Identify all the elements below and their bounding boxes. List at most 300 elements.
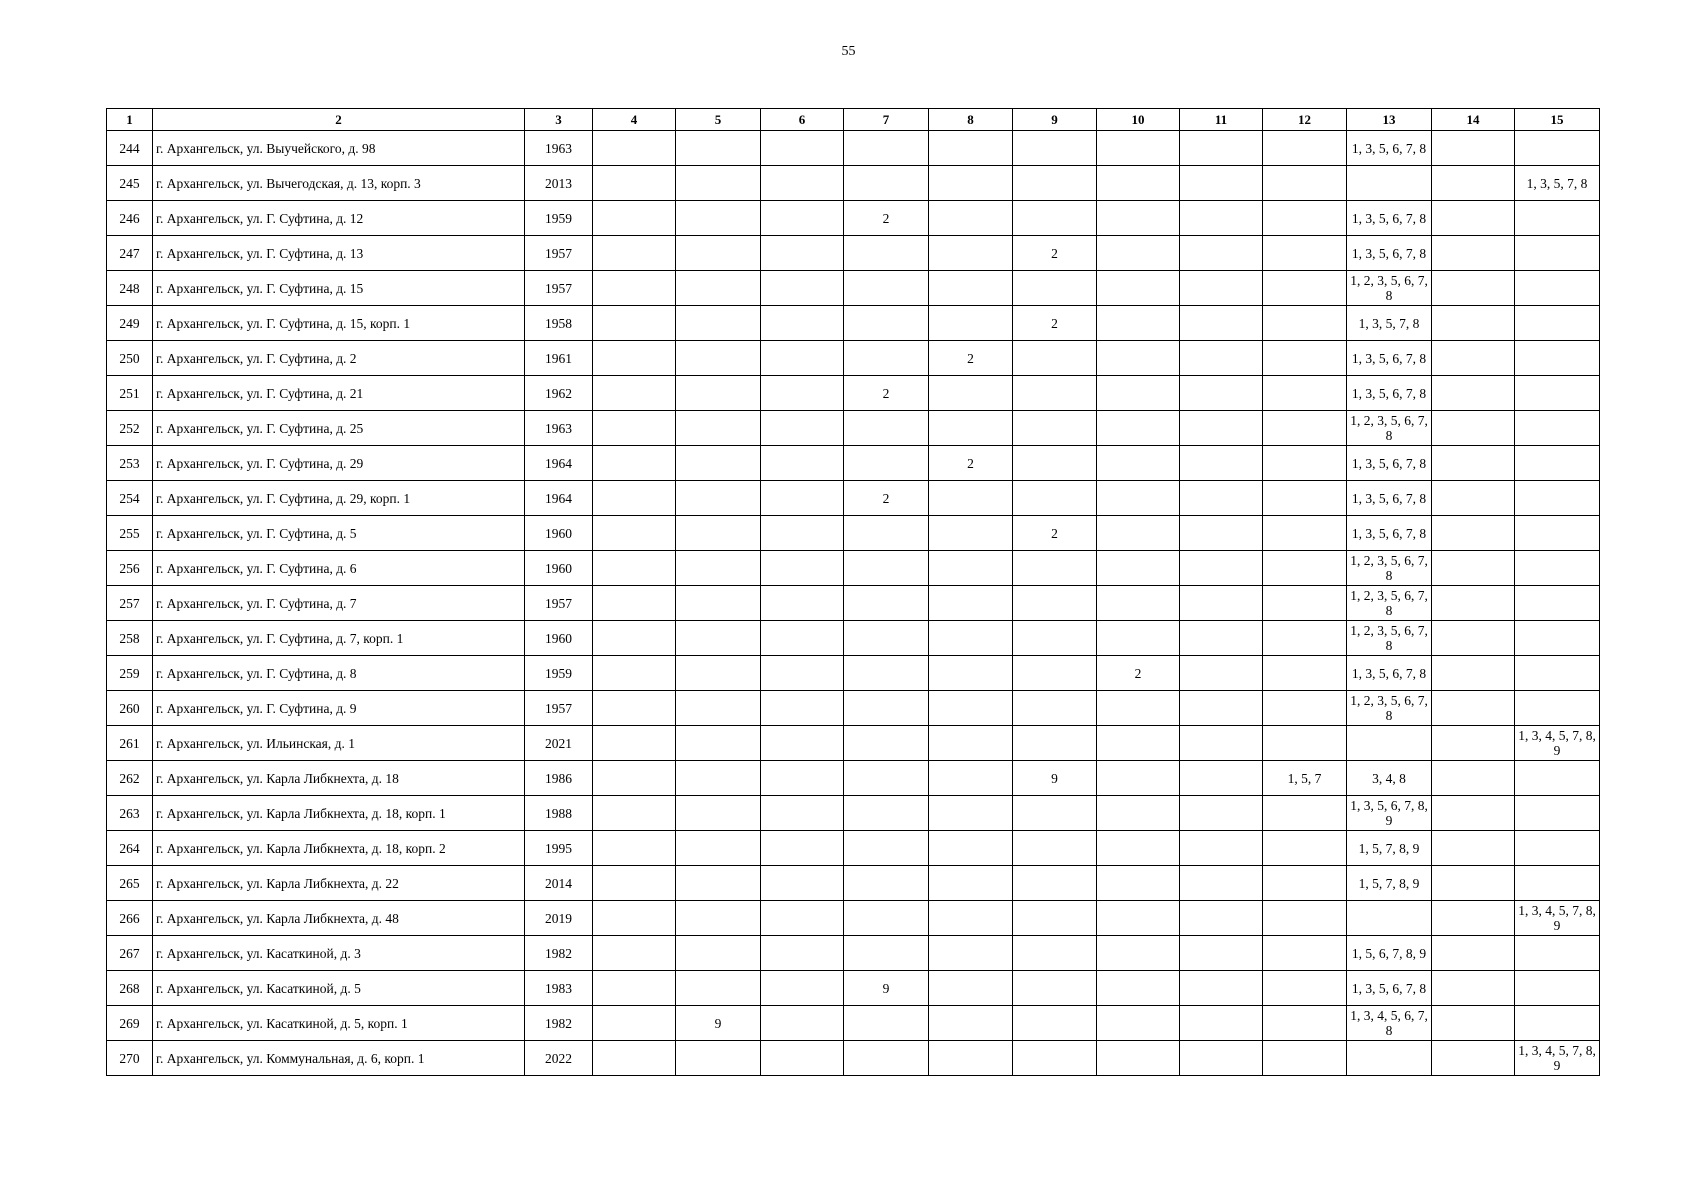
table-cell-col-8: 2 bbox=[929, 446, 1013, 481]
table-cell-col-12 bbox=[1263, 621, 1347, 656]
table-cell-col-14 bbox=[1432, 901, 1515, 936]
table-cell-col-4 bbox=[593, 691, 676, 726]
table-row bbox=[107, 936, 1600, 971]
table-cell-col-11 bbox=[1180, 271, 1263, 306]
column-header-12: 12 bbox=[1263, 109, 1347, 131]
table-cell-col-1: 250 bbox=[107, 341, 153, 376]
table-cell-col-8: 2 bbox=[929, 341, 1013, 376]
table-cell-col-6 bbox=[761, 831, 844, 866]
table-cell-col-4 bbox=[593, 271, 676, 306]
table-cell-col-9 bbox=[1013, 971, 1097, 1006]
table-cell-col-8 bbox=[929, 621, 1013, 656]
table-cell-col-7 bbox=[844, 306, 929, 341]
table-cell-col-4 bbox=[593, 551, 676, 586]
table-cell-col-6 bbox=[761, 271, 844, 306]
table-cell-col-13: 1, 3, 5, 6, 7, 8 bbox=[1347, 446, 1432, 481]
table-cell-col-1: 265 bbox=[107, 866, 153, 901]
table-cell-col-2: г. Архангельск, ул. Г. Суфтина, д. 21 bbox=[153, 376, 525, 411]
table-cell-col-14 bbox=[1432, 411, 1515, 446]
table-cell-col-9 bbox=[1013, 481, 1097, 516]
table-cell-col-8 bbox=[929, 131, 1013, 166]
table-cell-col-9 bbox=[1013, 271, 1097, 306]
table-row bbox=[107, 201, 1600, 236]
table-cell-col-13: 1, 2, 3, 5, 6, 7, 8 bbox=[1347, 691, 1432, 726]
table-cell-col-15 bbox=[1515, 621, 1600, 656]
table-cell-col-1: 270 bbox=[107, 1041, 153, 1076]
table-cell-col-5 bbox=[676, 236, 761, 271]
table-cell-col-3: 1986 bbox=[525, 761, 593, 796]
table-cell-col-8 bbox=[929, 306, 1013, 341]
table-cell-col-13: 1, 3, 5, 6, 7, 8 bbox=[1347, 341, 1432, 376]
table-cell-col-2: г. Архангельск, ул. Карла Либкнехта, д. 18 bbox=[153, 761, 525, 796]
table-cell-col-11 bbox=[1180, 376, 1263, 411]
table-cell-col-2: г. Архангельск, ул. Г. Суфтина, д. 13 bbox=[153, 236, 525, 271]
table-cell-col-8 bbox=[929, 586, 1013, 621]
table-cell-col-15 bbox=[1515, 796, 1600, 831]
table-cell-col-2: г. Архангельск, ул. Карла Либкнехта, д. 22 bbox=[153, 866, 525, 901]
table-cell-col-12: 1, 5, 7 bbox=[1263, 761, 1347, 796]
table-cell-col-1: 254 bbox=[107, 481, 153, 516]
table-cell-col-3: 1957 bbox=[525, 271, 593, 306]
table-cell-col-2: г. Архангельск, ул. Г. Суфтина, д. 8 bbox=[153, 656, 525, 691]
table-cell-col-15 bbox=[1515, 691, 1600, 726]
table-cell-col-6 bbox=[761, 201, 844, 236]
table-cell-col-13 bbox=[1347, 726, 1432, 761]
table-cell-col-12 bbox=[1263, 516, 1347, 551]
table-cell-col-4 bbox=[593, 201, 676, 236]
table-cell-col-15 bbox=[1515, 761, 1600, 796]
table-cell-col-4 bbox=[593, 866, 676, 901]
table-cell-col-3: 1963 bbox=[525, 131, 593, 166]
table-cell-col-13: 1, 3, 5, 6, 7, 8 bbox=[1347, 516, 1432, 551]
table-cell-col-2: г. Архангельск, ул. Карла Либкнехта, д. 48 bbox=[153, 901, 525, 936]
table-cell-col-8 bbox=[929, 726, 1013, 761]
table-cell-col-11 bbox=[1180, 446, 1263, 481]
table-cell-col-11 bbox=[1180, 411, 1263, 446]
table-cell-col-9 bbox=[1013, 411, 1097, 446]
table-cell-col-1: 264 bbox=[107, 831, 153, 866]
table-cell-col-13: 1, 5, 6, 7, 8, 9 bbox=[1347, 936, 1432, 971]
table-cell-col-8 bbox=[929, 1006, 1013, 1041]
table-cell-col-5 bbox=[676, 726, 761, 761]
table-cell-col-9 bbox=[1013, 1006, 1097, 1041]
table-cell-col-4 bbox=[593, 621, 676, 656]
table-cell-col-13 bbox=[1347, 1041, 1432, 1076]
table-cell-col-13: 1, 3, 5, 6, 7, 8 bbox=[1347, 131, 1432, 166]
table-cell-col-8 bbox=[929, 761, 1013, 796]
table-cell-col-15 bbox=[1515, 481, 1600, 516]
table-cell-col-7 bbox=[844, 796, 929, 831]
table-cell-col-3: 1960 bbox=[525, 516, 593, 551]
table-cell-col-6 bbox=[761, 971, 844, 1006]
table-cell-col-8 bbox=[929, 271, 1013, 306]
table-cell-col-15 bbox=[1515, 411, 1600, 446]
table-cell-col-4 bbox=[593, 411, 676, 446]
table-cell-col-7 bbox=[844, 936, 929, 971]
table-cell-col-5: 9 bbox=[676, 1006, 761, 1041]
table-cell-col-7 bbox=[844, 761, 929, 796]
table-cell-col-5 bbox=[676, 376, 761, 411]
table-cell-col-2: г. Архангельск, ул. Касаткиной, д. 5 bbox=[153, 971, 525, 1006]
table-cell-col-11 bbox=[1180, 481, 1263, 516]
table-cell-col-1: 248 bbox=[107, 271, 153, 306]
table-cell-col-9 bbox=[1013, 901, 1097, 936]
table-cell-col-15 bbox=[1515, 516, 1600, 551]
table-cell-col-14 bbox=[1432, 726, 1515, 761]
table-cell-col-10 bbox=[1097, 551, 1180, 586]
table-cell-col-15 bbox=[1515, 271, 1600, 306]
table-cell-col-4 bbox=[593, 761, 676, 796]
table-cell-col-3: 1957 bbox=[525, 586, 593, 621]
table-cell-col-4 bbox=[593, 131, 676, 166]
table-cell-col-11 bbox=[1180, 236, 1263, 271]
table-cell-col-8 bbox=[929, 796, 1013, 831]
table-cell-col-2: г. Архангельск, ул. Карла Либкнехта, д. 18, корп. 2 bbox=[153, 831, 525, 866]
table-cell-col-13: 1, 5, 7, 8, 9 bbox=[1347, 831, 1432, 866]
table-cell-col-15 bbox=[1515, 341, 1600, 376]
table-cell-col-6 bbox=[761, 1041, 844, 1076]
table-row bbox=[107, 551, 1600, 586]
table-cell-col-4 bbox=[593, 446, 676, 481]
table-cell-col-6 bbox=[761, 551, 844, 586]
table-cell-col-15: 1, 3, 5, 7, 8 bbox=[1515, 166, 1600, 201]
table-cell-col-4 bbox=[593, 901, 676, 936]
table-cell-col-15 bbox=[1515, 236, 1600, 271]
table-cell-col-3: 1960 bbox=[525, 551, 593, 586]
table-cell-col-5 bbox=[676, 586, 761, 621]
table-cell-col-8 bbox=[929, 481, 1013, 516]
table-cell-col-6 bbox=[761, 726, 844, 761]
table-cell-col-14 bbox=[1432, 971, 1515, 1006]
table-row bbox=[107, 446, 1600, 481]
table-cell-col-13 bbox=[1347, 901, 1432, 936]
table-cell-col-2: г. Архангельск, ул. Г. Суфтина, д. 9 bbox=[153, 691, 525, 726]
table-cell-col-5 bbox=[676, 516, 761, 551]
table-cell-col-9 bbox=[1013, 551, 1097, 586]
table-cell-col-15 bbox=[1515, 971, 1600, 1006]
table-cell-col-9: 2 bbox=[1013, 516, 1097, 551]
table-cell-col-7 bbox=[844, 1041, 929, 1076]
table-cell-col-4 bbox=[593, 236, 676, 271]
table-row bbox=[107, 481, 1600, 516]
column-header-2: 2 bbox=[153, 109, 525, 131]
table-cell-col-4 bbox=[593, 481, 676, 516]
table-cell-col-11 bbox=[1180, 1041, 1263, 1076]
table-cell-col-11 bbox=[1180, 936, 1263, 971]
table-cell-col-5 bbox=[676, 901, 761, 936]
table-cell-col-7 bbox=[844, 446, 929, 481]
table-cell-col-14 bbox=[1432, 586, 1515, 621]
table-cell-col-1: 262 bbox=[107, 761, 153, 796]
table-cell-col-10 bbox=[1097, 726, 1180, 761]
table-row bbox=[107, 166, 1600, 201]
table-cell-col-6 bbox=[761, 866, 844, 901]
table-cell-col-14 bbox=[1432, 621, 1515, 656]
table-cell-col-10 bbox=[1097, 691, 1180, 726]
table-cell-col-10 bbox=[1097, 481, 1180, 516]
table-cell-col-10 bbox=[1097, 166, 1180, 201]
table-cell-col-9 bbox=[1013, 936, 1097, 971]
table-cell-col-10 bbox=[1097, 201, 1180, 236]
table-cell-col-7: 9 bbox=[844, 971, 929, 1006]
table-cell-col-12 bbox=[1263, 1006, 1347, 1041]
table-cell-col-4 bbox=[593, 166, 676, 201]
table-cell-col-12 bbox=[1263, 446, 1347, 481]
table-cell-col-1: 256 bbox=[107, 551, 153, 586]
table-cell-col-7 bbox=[844, 271, 929, 306]
table-cell-col-11 bbox=[1180, 691, 1263, 726]
table-cell-col-11 bbox=[1180, 901, 1263, 936]
table-cell-col-10 bbox=[1097, 831, 1180, 866]
table-cell-col-15 bbox=[1515, 656, 1600, 691]
table-cell-col-10 bbox=[1097, 761, 1180, 796]
column-header-11: 11 bbox=[1180, 109, 1263, 131]
table-cell-col-11 bbox=[1180, 1006, 1263, 1041]
table-cell-col-3: 1958 bbox=[525, 306, 593, 341]
table-cell-col-7 bbox=[844, 341, 929, 376]
table-cell-col-1: 266 bbox=[107, 901, 153, 936]
column-header-14: 14 bbox=[1432, 109, 1515, 131]
table-cell-col-6 bbox=[761, 131, 844, 166]
table-cell-col-2: г. Архангельск, ул. Г. Суфтина, д. 29, корп. 1 bbox=[153, 481, 525, 516]
table-cell-col-13: 1, 3, 5, 6, 7, 8, 9 bbox=[1347, 796, 1432, 831]
table-cell-col-3: 2013 bbox=[525, 166, 593, 201]
table-cell-col-14 bbox=[1432, 656, 1515, 691]
table-body bbox=[107, 131, 1600, 1076]
table-cell-col-2: г. Архангельск, ул. Г. Суфтина, д. 12 bbox=[153, 201, 525, 236]
table-cell-col-5 bbox=[676, 201, 761, 236]
table-cell-col-5 bbox=[676, 831, 761, 866]
table-row bbox=[107, 271, 1600, 306]
table-cell-col-6 bbox=[761, 446, 844, 481]
table-cell-col-10: 2 bbox=[1097, 656, 1180, 691]
table-cell-col-4 bbox=[593, 586, 676, 621]
table-cell-col-14 bbox=[1432, 341, 1515, 376]
table-row bbox=[107, 831, 1600, 866]
table-cell-col-14 bbox=[1432, 936, 1515, 971]
table-cell-col-3: 1959 bbox=[525, 656, 593, 691]
table-cell-col-12 bbox=[1263, 481, 1347, 516]
table-cell-col-5 bbox=[676, 761, 761, 796]
table-row bbox=[107, 1006, 1600, 1041]
table-cell-col-1: 249 bbox=[107, 306, 153, 341]
table-cell-col-10 bbox=[1097, 621, 1180, 656]
page-number: 55 bbox=[841, 44, 856, 59]
table-cell-col-1: 267 bbox=[107, 936, 153, 971]
table-cell-col-12 bbox=[1263, 411, 1347, 446]
table-cell-col-3: 2019 bbox=[525, 901, 593, 936]
table-cell-col-5 bbox=[676, 166, 761, 201]
table-cell-col-10 bbox=[1097, 271, 1180, 306]
table-cell-col-13 bbox=[1347, 166, 1432, 201]
table-cell-col-13: 1, 3, 4, 5, 6, 7, 8 bbox=[1347, 1006, 1432, 1041]
table-cell-col-6 bbox=[761, 411, 844, 446]
table-cell-col-2: г. Архангельск, ул. Касаткиной, д. 3 bbox=[153, 936, 525, 971]
table-cell-col-6 bbox=[761, 341, 844, 376]
table-cell-col-9 bbox=[1013, 726, 1097, 761]
column-header-7: 7 bbox=[844, 109, 929, 131]
table-cell-col-6 bbox=[761, 376, 844, 411]
table-cell-col-15 bbox=[1515, 551, 1600, 586]
table-cell-col-6 bbox=[761, 761, 844, 796]
table-cell-col-13: 1, 2, 3, 5, 6, 7, 8 bbox=[1347, 586, 1432, 621]
table-row bbox=[107, 376, 1600, 411]
table-cell-col-5 bbox=[676, 411, 761, 446]
table-cell-col-3: 1964 bbox=[525, 446, 593, 481]
table-cell-col-12 bbox=[1263, 1041, 1347, 1076]
table-cell-col-14 bbox=[1432, 516, 1515, 551]
table-row bbox=[107, 691, 1600, 726]
table-cell-col-6 bbox=[761, 166, 844, 201]
table-cell-col-9 bbox=[1013, 376, 1097, 411]
table-cell-col-6 bbox=[761, 1006, 844, 1041]
table-cell-col-5 bbox=[676, 936, 761, 971]
table-cell-col-5 bbox=[676, 971, 761, 1006]
table-cell-col-14 bbox=[1432, 691, 1515, 726]
table-cell-col-11 bbox=[1180, 796, 1263, 831]
table-cell-col-14 bbox=[1432, 446, 1515, 481]
table-cell-col-3: 1995 bbox=[525, 831, 593, 866]
table-cell-col-8 bbox=[929, 901, 1013, 936]
table-cell-col-9 bbox=[1013, 586, 1097, 621]
table-cell-col-12 bbox=[1263, 376, 1347, 411]
table-cell-col-2: г. Архангельск, ул. Выучейского, д. 98 bbox=[153, 131, 525, 166]
table-cell-col-15 bbox=[1515, 866, 1600, 901]
table-cell-col-9 bbox=[1013, 866, 1097, 901]
table-cell-col-1: 258 bbox=[107, 621, 153, 656]
table-cell-col-10 bbox=[1097, 376, 1180, 411]
table-cell-col-15 bbox=[1515, 446, 1600, 481]
table-cell-col-12 bbox=[1263, 866, 1347, 901]
table-cell-col-12 bbox=[1263, 936, 1347, 971]
table-cell-col-12 bbox=[1263, 656, 1347, 691]
table-cell-col-8 bbox=[929, 971, 1013, 1006]
table-cell-col-14 bbox=[1432, 376, 1515, 411]
table-cell-col-7 bbox=[844, 1006, 929, 1041]
column-header-10: 10 bbox=[1097, 109, 1180, 131]
table-cell-col-5 bbox=[676, 1041, 761, 1076]
table-cell-col-5 bbox=[676, 621, 761, 656]
table-cell-col-2: г. Архангельск, ул. Г. Суфтина, д. 29 bbox=[153, 446, 525, 481]
table-cell-col-4 bbox=[593, 726, 676, 761]
table-cell-col-9 bbox=[1013, 621, 1097, 656]
table-cell-col-11 bbox=[1180, 166, 1263, 201]
table-cell-col-14 bbox=[1432, 551, 1515, 586]
table-cell-col-1: 251 bbox=[107, 376, 153, 411]
table-cell-col-14 bbox=[1432, 236, 1515, 271]
table-cell-col-4 bbox=[593, 796, 676, 831]
table-cell-col-11 bbox=[1180, 971, 1263, 1006]
table-row bbox=[107, 971, 1600, 1006]
table-cell-col-1: 269 bbox=[107, 1006, 153, 1041]
table-cell-col-14 bbox=[1432, 166, 1515, 201]
table-cell-col-2: г. Архангельск, ул. Вычегодская, д. 13, корп. 3 bbox=[153, 166, 525, 201]
table-cell-col-10 bbox=[1097, 796, 1180, 831]
table-cell-col-12 bbox=[1263, 306, 1347, 341]
table-cell-col-8 bbox=[929, 166, 1013, 201]
table-cell-col-15 bbox=[1515, 376, 1600, 411]
table-cell-col-1: 257 bbox=[107, 586, 153, 621]
table-cell-col-6 bbox=[761, 936, 844, 971]
table-cell-col-7 bbox=[844, 131, 929, 166]
table-cell-col-9 bbox=[1013, 1041, 1097, 1076]
table-row bbox=[107, 866, 1600, 901]
table-cell-col-10 bbox=[1097, 1041, 1180, 1076]
table-cell-col-11 bbox=[1180, 516, 1263, 551]
table-cell-col-10 bbox=[1097, 446, 1180, 481]
table-cell-col-1: 259 bbox=[107, 656, 153, 691]
table-cell-col-5 bbox=[676, 446, 761, 481]
table-cell-col-6 bbox=[761, 656, 844, 691]
table-cell-col-12 bbox=[1263, 341, 1347, 376]
table-cell-col-13: 1, 3, 5, 6, 7, 8 bbox=[1347, 201, 1432, 236]
table-cell-col-9 bbox=[1013, 341, 1097, 376]
table-cell-col-15 bbox=[1515, 1006, 1600, 1041]
table-cell-col-3: 2021 bbox=[525, 726, 593, 761]
table-cell-col-13: 1, 3, 5, 7, 8 bbox=[1347, 306, 1432, 341]
table-cell-col-7 bbox=[844, 656, 929, 691]
table-cell-col-9 bbox=[1013, 796, 1097, 831]
table-cell-col-15: 1, 3, 4, 5, 7, 8, 9 bbox=[1515, 1041, 1600, 1076]
table-row bbox=[107, 761, 1600, 796]
table-cell-col-12 bbox=[1263, 831, 1347, 866]
table-row bbox=[107, 131, 1600, 166]
table-row bbox=[107, 411, 1600, 446]
table-cell-col-4 bbox=[593, 341, 676, 376]
table-cell-col-4 bbox=[593, 656, 676, 691]
table-cell-col-14 bbox=[1432, 866, 1515, 901]
table-cell-col-12 bbox=[1263, 271, 1347, 306]
table-cell-col-13: 1, 3, 5, 6, 7, 8 bbox=[1347, 236, 1432, 271]
table-cell-col-11 bbox=[1180, 831, 1263, 866]
table-cell-col-2: г. Архангельск, ул. Карла Либкнехта, д. 18, корп. 1 bbox=[153, 796, 525, 831]
table-cell-col-12 bbox=[1263, 236, 1347, 271]
table-cell-col-3: 1962 bbox=[525, 376, 593, 411]
table-cell-col-8 bbox=[929, 831, 1013, 866]
table-cell-col-2: г. Архангельск, ул. Г. Суфтина, д. 25 bbox=[153, 411, 525, 446]
table-cell-col-8 bbox=[929, 516, 1013, 551]
table-cell-col-1: 261 bbox=[107, 726, 153, 761]
table-cell-col-11 bbox=[1180, 551, 1263, 586]
table-cell-col-14 bbox=[1432, 481, 1515, 516]
table-cell-col-13: 1, 3, 5, 6, 7, 8 bbox=[1347, 971, 1432, 1006]
table-cell-col-12 bbox=[1263, 691, 1347, 726]
table-cell-col-5 bbox=[676, 691, 761, 726]
table-cell-col-14 bbox=[1432, 131, 1515, 166]
table-cell-col-15 bbox=[1515, 306, 1600, 341]
table-cell-col-6 bbox=[761, 901, 844, 936]
table-cell-col-12 bbox=[1263, 971, 1347, 1006]
table-cell-col-5 bbox=[676, 481, 761, 516]
table-cell-col-8 bbox=[929, 551, 1013, 586]
table-cell-col-9 bbox=[1013, 446, 1097, 481]
table-cell-col-13: 1, 5, 7, 8, 9 bbox=[1347, 866, 1432, 901]
table-cell-col-12 bbox=[1263, 726, 1347, 761]
table-cell-col-9 bbox=[1013, 831, 1097, 866]
table-cell-col-15: 1, 3, 4, 5, 7, 8, 9 bbox=[1515, 901, 1600, 936]
table-row bbox=[107, 516, 1600, 551]
table-cell-col-7 bbox=[844, 726, 929, 761]
table-cell-col-7: 2 bbox=[844, 201, 929, 236]
table-cell-col-12 bbox=[1263, 201, 1347, 236]
table-row bbox=[107, 796, 1600, 831]
table-cell-col-2: г. Архангельск, ул. Г. Суфтина, д. 6 bbox=[153, 551, 525, 586]
table-cell-col-2: г. Архангельск, ул. Г. Суфтина, д. 15 bbox=[153, 271, 525, 306]
table-cell-col-6 bbox=[761, 306, 844, 341]
table-cell-col-14 bbox=[1432, 1041, 1515, 1076]
table-cell-col-8 bbox=[929, 866, 1013, 901]
table-cell-col-4 bbox=[593, 516, 676, 551]
